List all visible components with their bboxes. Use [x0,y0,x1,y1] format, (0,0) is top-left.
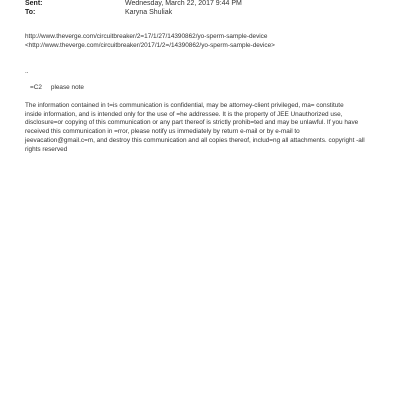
disclaimer-line: inside information, and is intended only for the use of =he addressee. It is the property of JEE Unauthorized use, [25,110,343,118]
disclaimer-line: jeevacation@gmail.c=m, and destroy this communication and all copies thereof, includ=ng all attachments. copyright -all [25,136,365,144]
disclaimer-line: The information contained in t=is communication is confidential, may be attorney-client privileged, ma= constitute [25,102,344,109]
sent-row [25,0,242,8]
confidentiality-disclaimer [25,102,383,154]
note-line [30,84,84,93]
disclaimer-line: received this communication in =rror, please notify us immediately by return e-mail or by e-mail to [25,128,300,136]
url-line-1: http://www.theverge.com/circuitbreaker/2=17/1/27/14390862/yo-sperm-sample-device [25,33,268,40]
to-value: Karyna Shuliak [125,9,173,16]
disclaimer-line: disclosure=or copying of this communication or any part thereof is strictly prohib=ted and may be unlawful. If you have [25,119,359,127]
ellipsis: .. [25,68,29,75]
to-label: To: [25,9,36,16]
sent-label: Sent: [25,0,43,7]
sent-value: Wednesday, March 22, 2017 9:44 PM [125,0,242,7]
to-row [25,8,172,17]
disclaimer-line: rights reserved [25,145,68,153]
note-text: please note [50,84,84,91]
url-line-2: <http://www.theverge.com/circuitbreaker/2017/1/2=/14390862/yo-sperm-sample-device> [25,42,275,49]
note-prefix: =C2 [30,84,42,91]
